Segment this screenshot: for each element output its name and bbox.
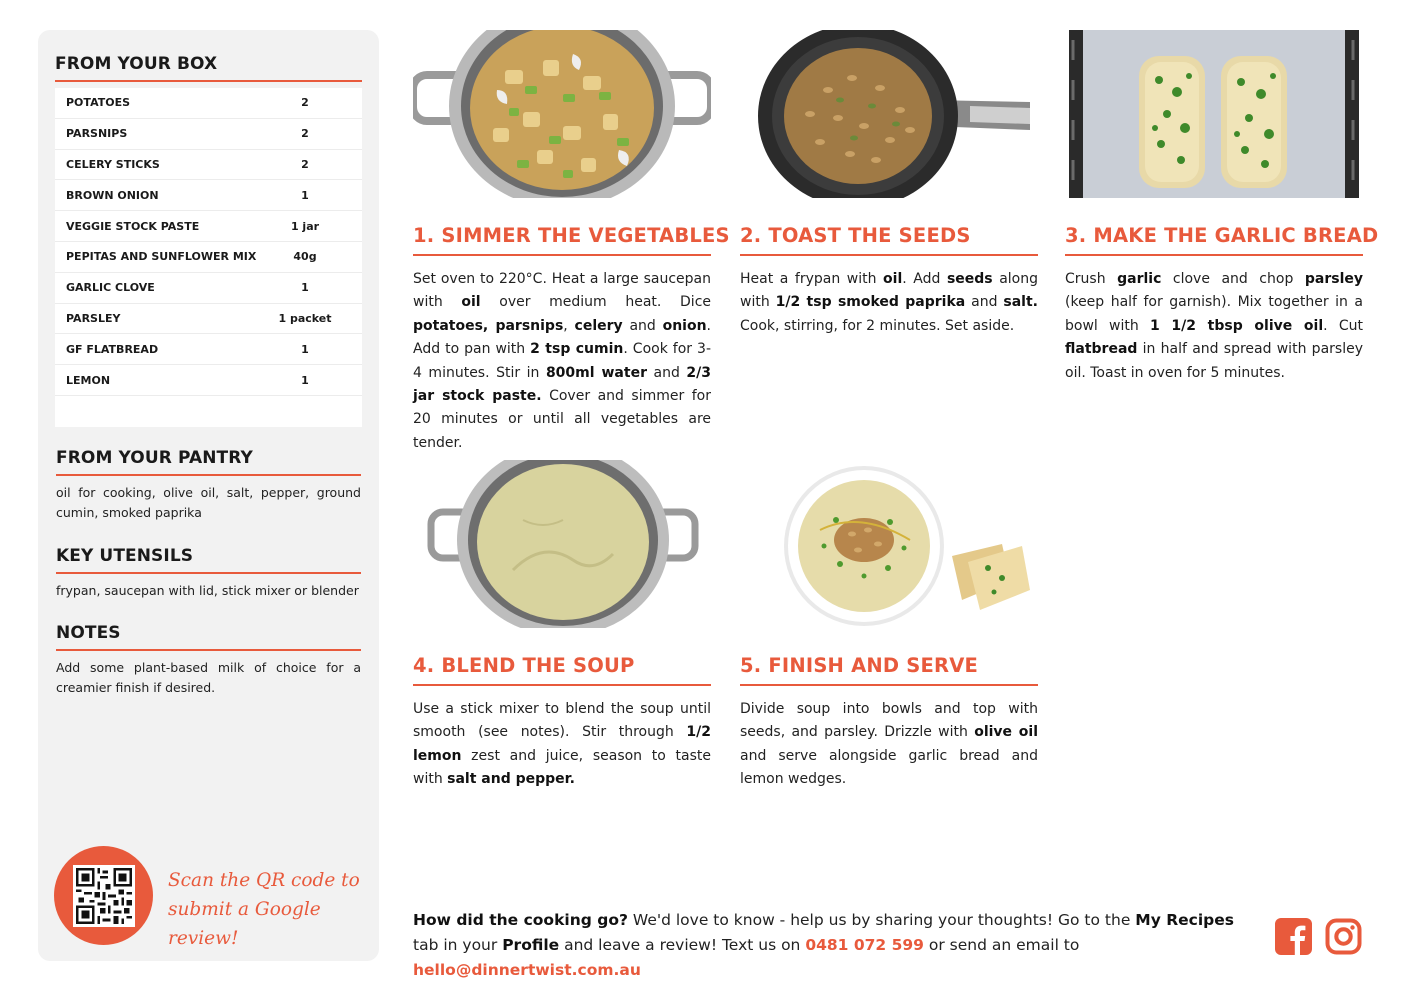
- step-4-instructions: [413, 698, 711, 792]
- instagram-icon[interactable]: [1325, 918, 1362, 955]
- instruction-text: and: [646, 364, 687, 381]
- ingredient-row: [55, 150, 362, 181]
- instruction-text: . Add: [902, 271, 947, 287]
- step-2-title: 2. TOAST THE SEEDS: [740, 224, 1038, 256]
- ingredient-highlight: seeds: [946, 271, 993, 287]
- footer-question: How did the cooking go?: [413, 911, 628, 929]
- ingredient-highlight: parsley: [1304, 271, 1363, 287]
- step-1-title: 1. SIMMER THE VEGETABLES: [413, 224, 711, 256]
- ingredient-quantity: 1: [301, 373, 309, 387]
- step-5-title: 5. FINISH AND SERVE: [740, 654, 1038, 686]
- instruction-text: Cover and simmer for 20 minutes or until all vegetables are tender.: [413, 388, 711, 451]
- ingredient-highlight: potatoes, parsnips: [413, 317, 564, 334]
- my-recipes-link[interactable]: My Recipes: [1135, 911, 1234, 929]
- ingredient-name: BROWN ONION: [66, 188, 159, 202]
- qr-badge[interactable]: [54, 846, 153, 945]
- step-2-instructions: [740, 268, 1038, 338]
- ingredient-quantity: 1: [301, 342, 309, 356]
- step-5-instructions: [740, 698, 1038, 792]
- ingredient-highlight: onion: [662, 317, 707, 334]
- profile-link[interactable]: Profile: [502, 936, 560, 954]
- instruction-text: clove and chop: [1161, 271, 1305, 287]
- ingredients-panel: [38, 30, 379, 961]
- instruction-text: zest and juice, season to taste with: [413, 747, 711, 788]
- instruction-text: . Add to pan with: [413, 317, 711, 358]
- ingredient-highlight: 1 1/2 tbsp olive oil: [1150, 317, 1324, 334]
- step-3-title: 3. MAKE THE GARLIC BREAD: [1065, 224, 1363, 256]
- instruction-text: over medium heat. Dice: [480, 294, 712, 311]
- ingredient-quantity: 1 packet: [278, 311, 332, 325]
- step-1-instructions: [413, 268, 711, 455]
- ingredient-row: [55, 304, 362, 335]
- finished-soup-photo: [740, 460, 1038, 628]
- ingredient-highlight: 1/2 tsp smoked paprika: [775, 294, 966, 311]
- footer-text-1: We'd love to know - help us by sharing your thoughts! Go to the: [627, 911, 1136, 929]
- instruction-text: Use a stick mixer to blend the soup until smooth (see notes). Stir through: [413, 701, 711, 741]
- pantry-text: oil for cooking, olive oil, salt, pepper, ground cumin, smoked paprika: [56, 485, 361, 520]
- instruction-text: . Cut: [1323, 317, 1363, 334]
- ingredient-highlight: garlic: [1117, 271, 1162, 287]
- qr-code-icon: [73, 865, 135, 927]
- ingredient-highlight: 800ml water: [545, 364, 647, 381]
- garlic-bread-photo: [1065, 30, 1363, 198]
- ingredient-quantity: 40g: [293, 250, 317, 264]
- footer-text-3: and leave a review! Text us on: [559, 936, 806, 954]
- ingredient-name: LEMON: [66, 373, 111, 387]
- utensils-text: frypan, saucepan with lid, stick mixer or blender: [56, 583, 359, 598]
- ingredient-name: PARSLEY: [66, 311, 121, 325]
- ingredient-highlight: 2 tsp cumin: [530, 341, 624, 358]
- ingredient-row: [55, 180, 362, 211]
- simmering-vegetables-photo: [413, 30, 711, 198]
- ingredient-name: PEPITAS AND SUNFLOWER MIX: [66, 250, 257, 264]
- ingredient-quantity: 1 jar: [290, 219, 320, 233]
- instruction-text: Heat a frypan with: [740, 271, 884, 287]
- key-utensils-heading: KEY UTENSILS: [56, 546, 361, 574]
- ingredients-table: [55, 88, 362, 427]
- instruction-text: and: [965, 294, 1004, 311]
- ingredient-highlight: 1/2 lemon: [413, 724, 711, 764]
- footer-text-4: or send an email to: [923, 936, 1080, 954]
- ingredient-row: [55, 242, 362, 273]
- step-3-instructions: [1065, 268, 1363, 385]
- email-link[interactable]: hello@dinnertwist.com.au: [413, 961, 641, 979]
- ingredient-highlight: salt.: [1003, 294, 1038, 311]
- toasting-seeds-photo: [740, 30, 1038, 198]
- ingredient-highlight: olive oil: [974, 724, 1039, 741]
- ingredient-highlight: salt and pepper.: [447, 771, 575, 788]
- ingredient-row: [55, 211, 362, 242]
- ingredient-row: [55, 119, 362, 150]
- notes-heading: NOTES: [56, 623, 361, 651]
- ingredient-name: POTATOES: [66, 96, 131, 110]
- instruction-text: Crush: [1065, 271, 1118, 287]
- ingredient-row: [55, 88, 362, 119]
- qr-cta-line-2: submit a Google review!: [168, 899, 321, 949]
- blended-soup-photo: [413, 460, 711, 628]
- instruction-text: Cook, stirring, for 2 minutes. Set aside.: [740, 317, 1015, 334]
- ingredient-row: [55, 365, 362, 396]
- instruction-text: Divide soup into bowls and top with seeds, and parsley. Drizzle with: [740, 701, 1038, 741]
- instruction-text: . Cook for 3-4 minutes. Stir in: [413, 341, 711, 381]
- ingredient-highlight: oil: [883, 271, 903, 287]
- ingredient-quantity: 2: [301, 96, 309, 110]
- ingredient-name: GF FLATBREAD: [66, 342, 159, 356]
- instruction-text: Set oven to 220°C. Heat a large saucepan with: [413, 271, 711, 311]
- ingredient-quantity: 1: [301, 188, 309, 202]
- ingredient-highlight: 2/3 jar stock paste.: [413, 364, 711, 405]
- instruction-text: and: [622, 317, 663, 334]
- instruction-text: in half and spread with parsley oil. Toast in oven for 5 minutes.: [1065, 341, 1363, 381]
- ingredient-row: [55, 273, 362, 304]
- ingredient-name: PARSNIPS: [66, 127, 128, 141]
- ingredient-row: [55, 334, 362, 365]
- ingredient-highlight: celery: [574, 317, 623, 334]
- ingredient-name: VEGGIE STOCK PASTE: [66, 219, 200, 233]
- from-your-pantry-heading: FROM YOUR PANTRY: [56, 448, 361, 476]
- ingredient-name: CELERY STICKS: [66, 157, 160, 171]
- ingredient-quantity: 2: [301, 157, 309, 171]
- phone-link[interactable]: 0481 072 599: [805, 936, 924, 954]
- review-footer: [413, 908, 1258, 983]
- ingredient-highlight: flatbread: [1065, 341, 1138, 358]
- step-4-title: 4. BLEND THE SOUP: [413, 654, 711, 686]
- from-your-box-heading: FROM YOUR BOX: [55, 54, 362, 82]
- ingredient-quantity: 1: [301, 281, 309, 295]
- ingredient-name: GARLIC CLOVE: [66, 281, 155, 295]
- footer-text-2: tab in your: [413, 936, 503, 954]
- instruction-text: ,: [563, 317, 575, 334]
- instruction-text: along with: [740, 271, 1038, 311]
- qr-cta-line-1: Scan the QR code to: [168, 870, 360, 891]
- instruction-text: and serve alongside garlic bread and lemon wedges.: [740, 747, 1038, 788]
- ingredient-highlight: oil: [461, 294, 481, 311]
- instruction-text: (keep half for garnish). Mix together in a bowl with: [1065, 294, 1363, 334]
- facebook-icon[interactable]: [1275, 918, 1312, 955]
- ingredient-quantity: 2: [301, 127, 309, 141]
- notes-text: Add some plant-based milk of choice for a creamier finish if desired.: [56, 660, 361, 695]
- qr-call-to-action: [168, 866, 368, 953]
